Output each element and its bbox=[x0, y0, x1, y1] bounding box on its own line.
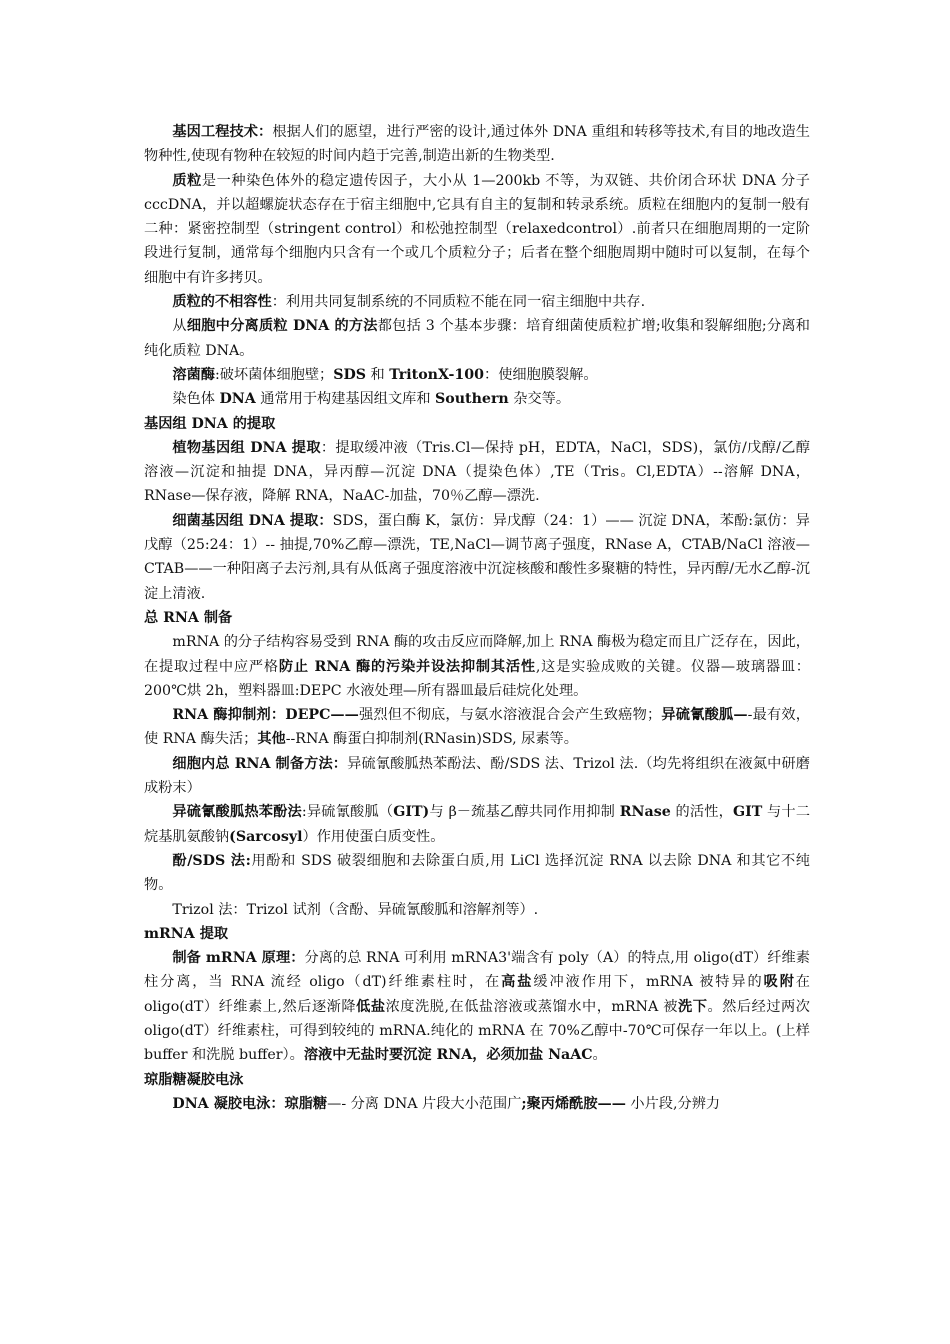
bold-text-run: 溶液中无盐时要沉淀 RNA，必须加盐 NaAC bbox=[303, 1047, 593, 1064]
text-run: 小片段,分辨力 bbox=[625, 1095, 721, 1112]
bold-text-run: 异硫氰酸胍热苯酚法 bbox=[172, 804, 302, 821]
paragraph bbox=[144, 1092, 810, 1116]
text-run: 的活性， bbox=[670, 804, 734, 821]
paragraph bbox=[144, 120, 810, 169]
bold-text-run: mRNA 提取 bbox=[144, 925, 229, 942]
text-run: 染色体 bbox=[172, 391, 220, 408]
text-run: 杂交等。 bbox=[508, 391, 571, 408]
text-run: 在 oligo(dT）纤维素上,然后逐渐降 bbox=[144, 974, 810, 1015]
bold-text-run: 植物基因组 DNA 提取 bbox=[172, 439, 321, 456]
paragraph bbox=[144, 946, 810, 1067]
text-run: 是一种染色体外的稳定遗传因子，大小从 1—200kb 不等，为双链、共价闭合环状 DNA 分子 cccDNA，并以超螺旋状态存在于宿主细胞中,它具有自主的复制和转录系统。质粒在细胞内的复制一般有二种：紧密控制型（stringent control）和松弛控制型（relaxedcontrol）.前者只在细胞周期的一定阶段进行复制，通常每个细胞内只含有一个或几个质粒分子；后者在整个细胞周期中随时可以复制，在每个细胞中有许多拷贝。 bbox=[144, 172, 810, 286]
bold-text-run: 吸附 bbox=[763, 974, 796, 991]
text-run: 与十二烷基肌氨酸钠 bbox=[144, 804, 811, 845]
text-run: ：利用共同复制系统的不同质粒不能在同一宿主细胞中共存. bbox=[271, 294, 646, 311]
text-run: ：提取缓冲液（Tris.Cl—保持 pH，EDTA，NaCl，SDS)，氯仿/戊醇/乙醇溶液—沉淀和抽提 DNA，异丙醇—沉淀 DNA（提染色体）,TE（Tris。Cl,EDTA）--溶解 DNA，RNase—保存液，降解 RNA，NaAC-加盐，70％乙醇—漂洗. bbox=[144, 439, 810, 505]
text-run: ,这是实验成败的关键。仪器—玻璃器皿：200℃烘 2h，塑料器皿:DEPC 水液处理—所有器皿最后硅烷化处理。 bbox=[144, 658, 810, 699]
text-run: ：使细胞膜裂解。 bbox=[484, 366, 598, 383]
text-run: 。然后经过两次 oligo(dT）纤维素柱，可得到较纯的 mRNA.纯化的 mRNA 在 70%乙醇中-70℃可保存一年以上。(上样 buffer 和洗脱 buffer）。 bbox=[144, 998, 810, 1064]
text-run: :异硫氰酸胍（ bbox=[301, 804, 394, 821]
bold-text-run: SDS bbox=[333, 366, 367, 383]
bold-text-run: 其他 bbox=[257, 731, 286, 748]
bold-text-run: (Sarcosyl bbox=[229, 828, 303, 845]
paragraph bbox=[144, 290, 810, 314]
paragraph bbox=[144, 169, 810, 290]
section-heading bbox=[144, 1068, 810, 1092]
bold-text-run: 细胞中分离质粒 DNA 的方法 bbox=[186, 318, 378, 335]
bold-text-run: 质粒 bbox=[172, 172, 202, 189]
text-run: ）作用使蛋白质变性。 bbox=[302, 828, 445, 845]
text-run: 强烈但不彻底，与氨水溶液混合会产生致癌物； bbox=[358, 707, 662, 724]
bold-text-run: 细胞内总 RNA 制备方法： bbox=[172, 755, 348, 772]
bold-text-run: 基因组 DNA 的提取 bbox=[144, 415, 276, 432]
bold-text-run: RNA 酶抑制剂：DEPC—— bbox=[172, 707, 359, 724]
text-run: —- 分离 DNA 片段大小范围广 bbox=[327, 1095, 522, 1112]
text-run: 浓度洗脱,在低盐溶液或蒸馏水中，mRNA 被 bbox=[385, 998, 678, 1015]
bold-text-run: ;聚丙烯酰胺—— bbox=[521, 1095, 626, 1112]
paragraph bbox=[144, 630, 810, 703]
paragraph bbox=[144, 898, 810, 922]
paragraph bbox=[144, 363, 810, 387]
text-run: Trizol 法：Trizol 试剂（含酚、异硫氰酸胍和溶解剂等）. bbox=[172, 901, 539, 918]
text-run: mRNA 的分子结构容易受到 RNA 酶的攻击反应而降解,加上 RNA 酶极为稳定而且广泛存在，因此，在提取过程中应严格 bbox=[144, 634, 810, 675]
text-run: 从 bbox=[172, 318, 187, 335]
text-run: 。 bbox=[592, 1047, 607, 1064]
bold-text-run: 制备 mRNA 原理： bbox=[172, 950, 305, 967]
bold-text-run: RNase bbox=[619, 804, 671, 821]
paragraph bbox=[144, 436, 810, 509]
paragraph bbox=[144, 800, 810, 849]
bold-text-run: GIT bbox=[733, 804, 763, 821]
text-run: 与 β－巯基乙醇共同作用抑制 bbox=[429, 804, 620, 821]
text-run: 用酚和 SDS 破裂细胞和去除蛋白质,用 LiCl 选择沉淀 RNA 以去除 DNA 和其它不纯物。 bbox=[144, 852, 810, 894]
bold-text-run: 琼脂糖凝胶电泳 bbox=[144, 1071, 244, 1088]
bold-text-run: 异硫氰酸胍— bbox=[661, 707, 748, 724]
section-heading bbox=[144, 922, 810, 946]
text-run: 异硫氰酸胍热苯酚法、酚/SDS 法、Trizol 法.（均先将组织在液氮中研磨成粉末） bbox=[144, 755, 810, 797]
text-run: 缓冲液作用下，mRNA 被特异的 bbox=[533, 974, 764, 991]
bold-text-run: 酚/SDS 法: bbox=[172, 852, 251, 869]
bold-text-run: 防止 RNA 酶的污染并设法抑制其活性 bbox=[278, 658, 536, 675]
text-run: 分离的总 RNA 可利用 mRNA3'端含有 poly（A）的特点,用 oligo(dT）纤维素柱分离，当 RNA 流经 oligo（dT)纤维素柱时，在 bbox=[144, 950, 810, 991]
bold-text-run: DNA bbox=[219, 391, 256, 408]
bold-text-run: 溶菌酶 bbox=[172, 366, 215, 383]
document-body bbox=[144, 120, 810, 1116]
text-run: 通常用于构建基因组文库和 bbox=[255, 391, 436, 408]
text-run: --RNA 酶蛋白抑制剂(RNasin)SDS, 尿素等。 bbox=[285, 731, 578, 748]
paragraph bbox=[144, 314, 810, 363]
bold-text-run: 细菌基因组 DNA 提取： bbox=[172, 512, 333, 529]
bold-text-run: Southern bbox=[435, 391, 509, 408]
text-run: :破坏菌体细胞壁； bbox=[214, 366, 334, 383]
bold-text-run: 低盐 bbox=[356, 998, 386, 1015]
bold-text-run: TritonX-100 bbox=[389, 366, 484, 383]
bold-text-run: 质粒的不相容性 bbox=[172, 294, 272, 311]
bold-text-run: 总 RNA 制备 bbox=[144, 609, 233, 626]
text-run: SDS，蛋白酶 K，氯仿：异戊醇（24：1）—— 沉淀 DNA，苯酚:氯仿：异戊醇（25:24：1）-- 抽提,70%乙醇—漂洗，TE,NaCl—调节离子强度，RNase A，CTAB/NaCl 溶液—CTAB——一种阳离子去污剂,具有从低离子强度溶液中沉淀核酸和酸性多聚糖的特性，异丙醇/无水乙醇-沉淀上清液. bbox=[144, 512, 810, 602]
paragraph bbox=[144, 387, 810, 411]
bold-text-run: DNA 凝胶电泳：琼脂糖 bbox=[172, 1095, 328, 1112]
text-run: 根据人们的愿望，进行严密的设计,通过体外 DNA 重组和转移等技术,有目的地改造生物种性,使现有物种在较短的时间内趋于完善,制造出新的生物类型. bbox=[144, 124, 810, 165]
text-run: 都包括 3 个基本步骤：培育细菌使质粒扩增;收集和裂解细胞;分离和纯化质粒 DNA。 bbox=[144, 318, 810, 359]
bold-text-run: 基因工程技术： bbox=[172, 124, 273, 140]
section-heading bbox=[144, 412, 810, 436]
bold-text-run: 高盐 bbox=[501, 974, 534, 991]
paragraph bbox=[144, 752, 810, 801]
bold-text-run: 洗下 bbox=[677, 998, 708, 1015]
text-run: -最有效，使 RNA 酶失活； bbox=[144, 707, 810, 748]
paragraph bbox=[144, 509, 810, 606]
paragraph bbox=[144, 849, 810, 898]
text-run: 和 bbox=[366, 366, 390, 383]
bold-text-run: GIT) bbox=[393, 804, 430, 821]
section-heading bbox=[144, 606, 810, 630]
paragraph bbox=[144, 703, 810, 752]
